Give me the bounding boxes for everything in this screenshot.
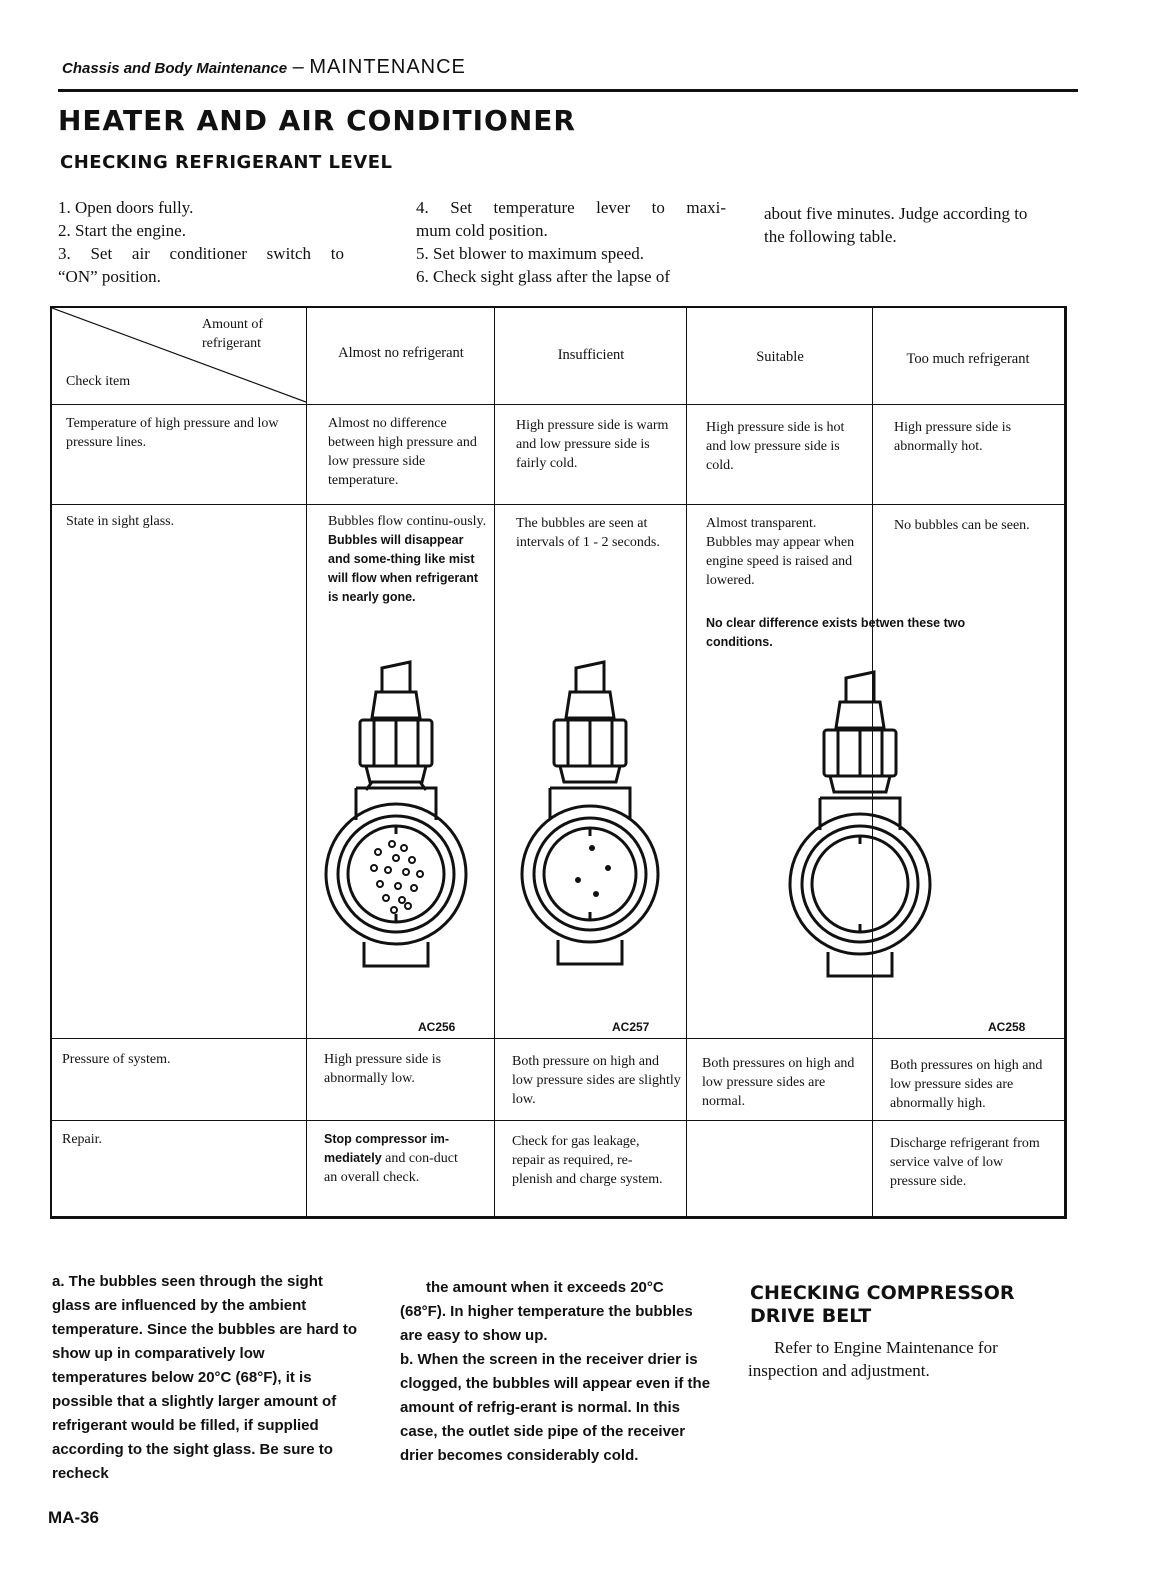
note-a-part1: a. The bubbles seen through the sight glass are influenced by the ambient temperature. Since the bubbles are hard to show up in comparatively low temperatures below 20°C (68°F), it is possible that a slightly larger amount of refrigerant would be filled, if supplied according to the sight glass. Be sure to recheck <box>52 1273 358 1482</box>
step-3b: “ON” position. <box>58 267 161 286</box>
row-label-pressure: Pressure of system. <box>62 1052 171 1067</box>
header-rule <box>58 89 1078 92</box>
pressure-insufficient: Both pressure on high and low pressure sides are slightly low. <box>512 1054 681 1107</box>
col-header-suitable: Suitable <box>756 349 804 365</box>
sight-insufficient: The bubbles are seen at intervals of 1 - 2 seconds. <box>516 516 660 550</box>
header-dash: – <box>292 56 304 78</box>
col-divider <box>306 308 307 1216</box>
repair-too-much: Discharge refrigerant from service valve of low pressure side. <box>890 1136 1040 1189</box>
sight-glass-figure-almost-none <box>316 648 476 978</box>
page-title: HEATER AND AIR CONDITIONER <box>58 104 576 137</box>
row-divider <box>52 504 1064 505</box>
step-4a: 4. Set temperature lever to maxi- <box>416 198 726 217</box>
repair-almost-none-plain: and con-duct an overall check. <box>324 1151 458 1185</box>
repair-almost-none <box>324 1130 474 1187</box>
row-label-sight-glass: State in sight glass. <box>66 514 175 529</box>
figure-code-ac257: AC257 <box>612 1020 650 1034</box>
row-label-temperature: Temperature of high pressure and low pressure lines. <box>66 416 279 450</box>
figure-code-ac258: AC258 <box>988 1020 1026 1034</box>
step-4b: mum cold position. <box>416 221 548 240</box>
step-2: 2. Start the engine. <box>58 221 186 240</box>
temperature-suitable: High pressure side is hot and low pressure side is cold. <box>706 420 845 473</box>
sight-almost-none-bold: Bubbles will disappear and some-thing like mist will flow when refrigerant is nearly gone. <box>328 533 479 604</box>
step-6-cont-a: about five minutes. Judge according to <box>764 204 1028 223</box>
step-6: 6. Check sight glass after the lapse of <box>416 267 670 286</box>
page-number: MA-36 <box>48 1508 100 1527</box>
note-b: b. When the screen in the receiver drier is clogged, the bubbles will appear even if the amount of refrig-erant is normal. In this case, the outlet side pipe of the receiver drier becomes considerably cold. <box>400 1351 711 1464</box>
row-divider <box>52 404 1064 405</box>
sight-note: No clear difference exists betwen these two conditions. <box>706 616 966 649</box>
section-name: Chassis and Body Maintenance <box>62 60 288 77</box>
running-header <box>62 56 466 79</box>
step-3a: 3. Set air conditioner switch to <box>58 244 344 263</box>
corner-check-label: Check item <box>66 374 131 389</box>
note-a-part2: the amount when it exceeds 20°C (68°F). In higher temperature the bubbles are easy to show up. <box>400 1279 693 1344</box>
belt-heading: CHECKING COMPRESSOR DRIVE BELT <box>750 1282 1015 1327</box>
step-5: 5. Set blower to maximum speed. <box>416 244 645 263</box>
sight-glass-figure-suitable <box>780 658 940 988</box>
step-1: 1. Open doors fully. <box>58 198 194 217</box>
repair-insufficient: Check for gas leakage, repair as required, re-plenish and charge system. <box>512 1134 663 1187</box>
temperature-almost-none: Almost no difference between high pressure and low pressure side temperature. <box>328 416 477 488</box>
belt-text: Refer to Engine Maintenance for inspection and adjustment. <box>748 1338 998 1380</box>
sight-almost-none-plain: Bubbles flow continu-ously. <box>328 514 487 529</box>
section-caps: MAINTENANCE <box>309 56 466 78</box>
pressure-suitable: Both pressures on high and low pressure sides are normal. <box>702 1056 855 1109</box>
steps-column-2 <box>416 196 736 288</box>
pressure-almost-none: High pressure side is abnormally low. <box>324 1052 442 1086</box>
col-divider <box>494 308 495 1216</box>
temperature-too-much: High pressure side is abnormally hot. <box>894 420 1012 454</box>
col-header-too-much: Too much refrigerant <box>906 351 1030 367</box>
repair-almost-none-bold: Stop compressor im-mediately <box>324 1132 450 1165</box>
temperature-insufficient: High pressure side is warm and low pressure side is fairly cold. <box>516 418 669 471</box>
col-header-almost-none: Almost no refrigerant <box>338 345 464 361</box>
sight-almost-none <box>328 512 488 607</box>
figure-code-ac256: AC256 <box>418 1020 456 1034</box>
sight-too-much: No bubbles can be seen. <box>894 518 1030 533</box>
corner-amount-label: Amount of refrigerant <box>202 317 264 351</box>
sight-suitable: Almost transparent. Bubbles may appear when engine speed is raised and lowered. <box>706 516 855 588</box>
row-divider <box>52 1120 1064 1121</box>
refrigerant-table <box>50 306 1067 1219</box>
row-divider <box>52 1038 1064 1039</box>
col-header-insufficient: Insufficient <box>557 347 625 363</box>
section-subtitle: CHECKING REFRIGERANT LEVEL <box>60 152 393 173</box>
step-6-cont-b: the following table. <box>764 227 897 246</box>
row-label-repair: Repair. <box>62 1132 103 1147</box>
steps-column-1 <box>58 196 358 288</box>
sight-glass-figure-insufficient <box>510 648 670 978</box>
col-divider <box>686 308 687 1216</box>
sight-partial-divider <box>872 504 873 598</box>
pressure-too-much: Both pressures on high and low pressure sides are abnormally high. <box>890 1058 1043 1111</box>
steps-column-3 <box>764 202 1084 248</box>
